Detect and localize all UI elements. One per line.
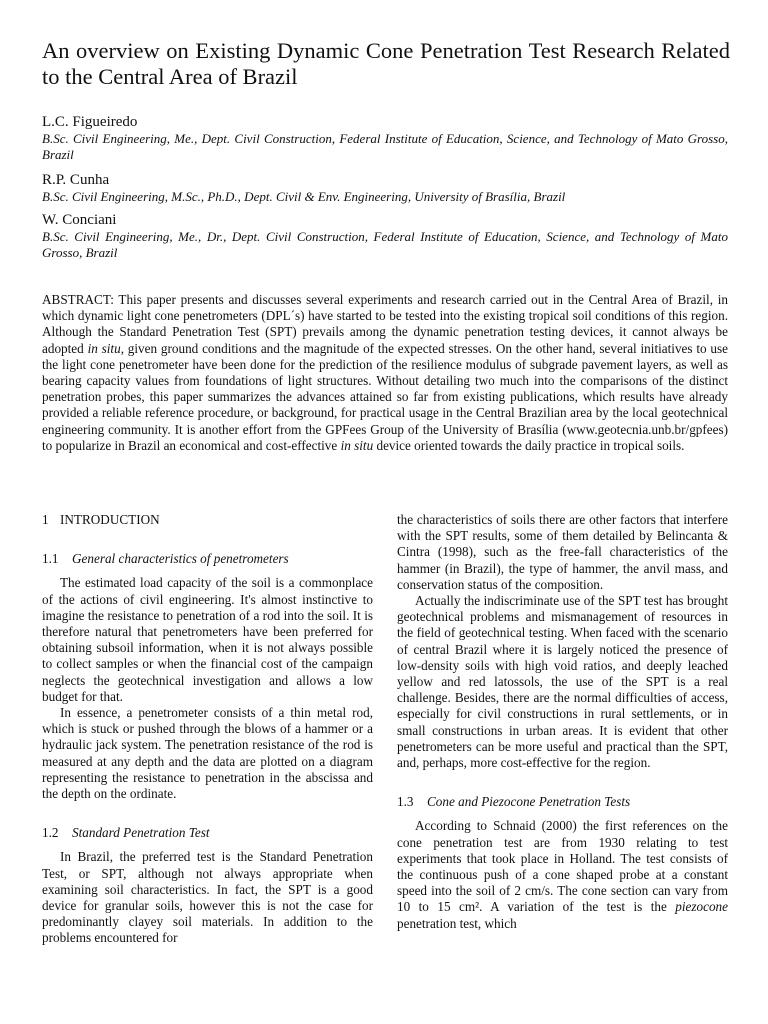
subsection-heading-1-3 [397,794,728,810]
subsection-title: Cone and Piezocone Penetration Tests [427,794,631,810]
right-column [397,512,728,932]
author-affiliation: B.Sc. Civil Engineering, Me., Dept. Civil Construction, Federal Institute of Education, Science, and Technology of Mato Grosso, Brazil [42,131,728,162]
paragraph-continued: the characteristics of soils there are other factors that interfere with the SPT results, some of them detailed by Belincanta & Cintra (1998), such as the free-fall characteristics of the hammer (in Brazil), the type of hammer, the anvil mass, and conservation status of the composition. [397,512,728,592]
paper-title: An overview on Existing Dynamic Cone Penetration Test Research Related to the Central Area of Brazil [42,38,730,89]
section-title: INTRODUCTION [60,512,160,527]
abstract [42,292,728,454]
abstract-text: device oriented towards the daily practice in tropical soils. [373,437,685,453]
author-block-2 [42,171,728,205]
paragraph: In essence, a penetrometer consists of a thin metal rod, which is stuck or pushed through the blows of a hammer or a hydraulic jack system. The penetration resistance of the rod is measured at any depth and the data are plotted on a diagram representing the resistance to penetration in the abscissa and the depth on the ordinate. [42,705,373,802]
paragraph: In Brazil, the preferred test is the Standard Penetration Test, or SPT, although not always appropriate when examining soil characteristics. In fact, the SPT is a good device for granular soils, however this is not the case for predominantly clayey soil materials. In addition to the problems encountered for [42,849,373,946]
author-affiliation: B.Sc. Civil Engineering, Me., Dr., Dept. Civil Construction, Federal Institute of Education, Science, and Technology of Mato Grosso, Brazil [42,229,728,260]
author-name: L.C. Figueiredo [42,114,138,130]
subsection-title: Standard Penetration Test [72,825,210,841]
subsection-number: 1.3 [397,794,414,810]
author-name: W. Conciani [42,212,117,228]
left-column [42,512,373,947]
paragraph [397,818,728,931]
author-block-1 [42,113,728,163]
subsection-heading-1-1 [42,551,373,567]
paragraph-emphasis: piezocone [675,899,728,915]
author-block-3 [42,211,728,261]
paragraph: Actually the indiscriminate use of the SPT test has brought geotechnical problems and mismanagement of resources in the field of geotechnical testing. When faced with the scenario of central Brazil where it is largely noticed the presence of low-density soils with high void ratios, and deeply leached yellow and red latossols, the use of the SPT is a real challenge. Besides, there are the normal difficulties of access, especially for civil constructions in rural settlements, or in small constructions in urban areas. It is evident that other penetrometers can be more useful and practical than the SPT, and, perhaps, more cost-effective for the region. [397,593,728,771]
abstract-text: , given ground conditions and the magnitude of the expected stresses. On the other hand, several initiatives to use the light cone penetrometer have been done for the prediction of the resilience modulus of subgrade pavement layers, as well as bearing capacity values from foundations of light structures. Without detailing two much into the comparisons of the distinct penetration probes, this paper summarizes the advances attained so far from existing publications, which results have already provided a reliable reference procedure, or background, for practical usage in the Central Brazilian area by the local geotechnical engineering community. It is another effort from the GPFees Group of the University of Brasília (www.geotecnia.unb.br/gpfees) to popularize in Brazil an economical and cost-effective [42,340,728,453]
abstract-emphasis: in situ [340,437,374,453]
subsection-number: 1.1 [42,551,59,567]
subsection-number: 1.2 [42,825,59,841]
abstract-text: ABSTRACT: This paper presents and discusses several experiments and research carried out in the Central Area of Brazil, in which dynamic light cone penetrometers (DPL´s) have started to be tested into the existing tropical soil conditions of this region. Although the Standard Penetration Test (SPT) prevails among the dynamic penetration testing devices, it cannot always be adopted [42,292,728,356]
subsection-heading-1-2 [42,825,373,841]
subsection-title: General characteristics of penetrometers [72,551,289,567]
paragraph: The estimated load capacity of the soil is a commonplace of the actions of civil engineering. It's almost instinctive to imagine the resistance to penetration of a rod into the soil. It is therefore natural that penetrometers have been preferred for obtaining subsoil information, when it is not always possible to collect samples or when the financial cost of the campaign neglects the geotechnical investigation and allows a low budget for that. [42,575,373,704]
author-name: R.P. Cunha [42,172,110,188]
paragraph-text: penetration test, which [397,915,517,931]
abstract-emphasis: in situ [87,340,121,356]
section-number: 1 [42,512,49,527]
paragraph-text: According to Schnaid (2000) the first references on the cone penetration test are from 1930 relating to test experiments that took place in Holland. The test consists of the continuous push of a cone shaped probe at a constant speed into the soil of 2 cm/s. The cone section can vary from 10 to 15 cm². A variation of the test is the [397,818,728,915]
author-affiliation: B.Sc. Civil Engineering, M.Sc., Ph.D., Dept. Civil & Env. Engineering, University of Brasília, Brazil [42,189,566,204]
section-heading-introduction [42,512,373,528]
